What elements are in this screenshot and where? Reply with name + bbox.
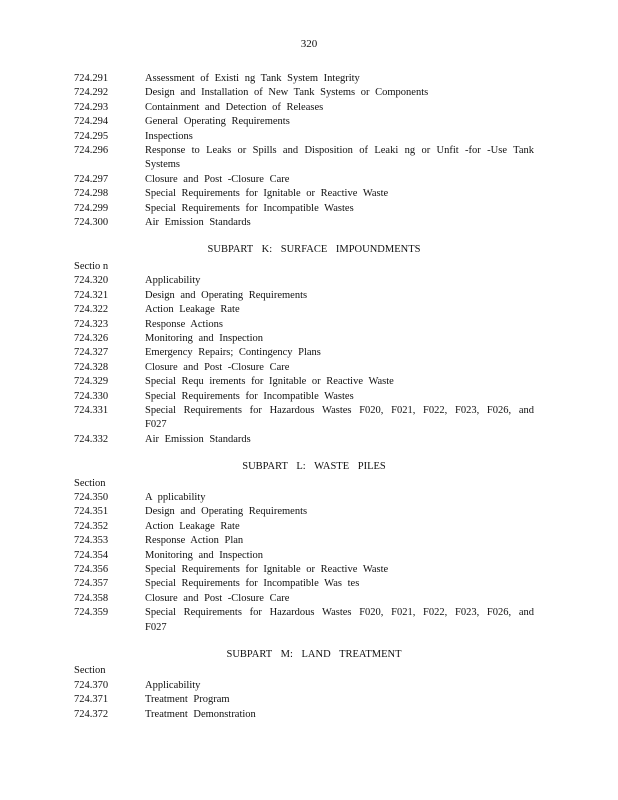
table-of-contents <box>74 72 534 722</box>
section-title: Applicability <box>145 275 201 287</box>
section-entry <box>74 101 534 115</box>
section-entry <box>74 274 534 288</box>
section-entry <box>74 361 534 375</box>
subpart-l-heading: SUBPART L: WASTE PILES <box>242 461 386 473</box>
section-number: 724.352 <box>74 520 109 532</box>
section-number: 724.351 <box>74 506 109 518</box>
section-entry <box>74 115 534 129</box>
section-title: Special Requirements for Ignitable or Reactive Waste <box>145 564 389 575</box>
section-list-subpart-l <box>74 491 534 635</box>
section-title: Special Requirements for Hazardous Wastes F020, F021, F022, F023, F026, and F027 <box>145 404 534 431</box>
subpart-k-heading: SUBPART K: SURFACE IMPOUNDMENTS <box>207 244 421 256</box>
section-title: Closure and Post -Closure Care <box>145 173 290 185</box>
section-title: Inspections <box>145 130 193 142</box>
section-title: General Operating Requirements <box>145 116 290 128</box>
section-number: 724.331 <box>74 404 109 416</box>
section-entry <box>74 505 534 519</box>
section-title: Treatment Program <box>145 694 230 706</box>
section-number: 724.358 <box>74 592 109 604</box>
section-title: Special Requirements for Hazardous Wastes F020, F021, F022, F023, F026, and F027 <box>145 607 534 633</box>
section-list-subpart-m <box>74 679 534 722</box>
section-number: 724.350 <box>74 491 109 503</box>
section-title: Action Leakage Rate <box>145 520 240 532</box>
section-number: 724.294 <box>74 116 109 128</box>
section-entry <box>74 72 534 86</box>
section-entry <box>74 187 534 201</box>
section-number: 724.356 <box>74 564 109 575</box>
section-number: 724.300 <box>74 217 109 229</box>
section-number: 724.295 <box>74 130 109 142</box>
section-title: Special Requirements for Incompatible Was tes <box>145 578 360 590</box>
section-number: 724.332 <box>74 433 109 445</box>
section-title: Design and Installation of New Tank Systems or Components <box>145 87 429 99</box>
section-title: Monitoring and Inspection <box>145 549 263 561</box>
section-entry <box>74 693 534 707</box>
section-number: 724.291 <box>74 73 109 84</box>
section-title: Closure and Post -Closure Care <box>145 361 290 373</box>
section-entry <box>74 86 534 100</box>
section-number: 724.353 <box>74 535 109 547</box>
section-number: 724.293 <box>74 101 109 113</box>
section-title: Closure and Post -Closure Care <box>145 592 290 604</box>
section-entry <box>74 549 534 563</box>
section-column-label: Sectio n <box>74 260 109 272</box>
section-number: 724.357 <box>74 578 109 590</box>
section-entry <box>74 390 534 404</box>
section-title: A pplicability <box>145 491 206 503</box>
section-number: 724.320 <box>74 275 109 287</box>
section-title: Assessment of Existi ng Tank System Integrity <box>145 73 360 84</box>
section-entry <box>74 708 534 722</box>
section-number: 724.323 <box>74 318 109 330</box>
section-entry <box>74 173 534 187</box>
section-number: 724.292 <box>74 87 109 99</box>
section-number: 724.297 <box>74 173 109 185</box>
section-number: 724.322 <box>74 304 109 316</box>
section-entry <box>74 433 534 447</box>
section-title: Design and Operating Requirements <box>145 289 308 301</box>
section-entry <box>74 375 534 389</box>
section-title: Containment and Detection of Releases <box>145 101 324 113</box>
section-title: Special Requirements for Incompatible Wastes <box>145 390 354 402</box>
section-number: 724.330 <box>74 390 109 402</box>
section-number: 724.372 <box>74 708 109 720</box>
section-title: Air Emission Standards <box>145 433 251 445</box>
section-entry <box>74 303 534 317</box>
section-title: Special Requirements for Incompatible Wastes <box>145 202 354 214</box>
section-title: Response Action Plan <box>145 535 244 547</box>
section-entry <box>74 679 534 693</box>
section-column-label: Section <box>74 477 106 489</box>
section-entry <box>74 491 534 505</box>
section-entry <box>74 592 534 606</box>
section-title: Special Requirements for Ignitable or Reactive Waste <box>145 188 389 200</box>
section-entry <box>74 130 534 144</box>
section-number: 724.370 <box>74 679 109 691</box>
section-number: 724.328 <box>74 361 109 373</box>
subpart-m-heading: SUBPART M: LAND TREATMENT <box>226 649 402 661</box>
section-number: 724.329 <box>74 376 109 388</box>
section-number: 724.327 <box>74 347 109 359</box>
section-list-top <box>74 72 534 230</box>
section-entry <box>74 404 534 433</box>
section-entry <box>74 216 534 230</box>
section-title: Action Leakage Rate <box>145 304 240 316</box>
section-entry <box>74 534 534 548</box>
section-title: Design and Operating Requirements <box>145 506 308 518</box>
section-number: 724.354 <box>74 549 109 561</box>
section-entry <box>74 520 534 534</box>
section-entry <box>74 563 534 577</box>
section-entry <box>74 144 534 173</box>
section-entry <box>74 606 534 635</box>
section-number: 724.296 <box>74 145 109 157</box>
page-number: 320 <box>300 38 318 50</box>
section-entry <box>74 289 534 303</box>
section-title: Response Actions <box>145 318 223 330</box>
section-title: Air Emission Standards <box>145 217 251 229</box>
section-entry <box>74 202 534 216</box>
section-number: 724.326 <box>74 332 109 344</box>
section-entry <box>74 318 534 332</box>
section-entry <box>74 577 534 591</box>
section-title: Special Requ irements for Ignitable or Reactive Waste <box>145 376 394 388</box>
section-title: Treatment Demonstration <box>145 708 256 720</box>
section-title: Applicability <box>145 679 201 691</box>
section-title: Response to Leaks or Spills and Disposition of Leaki ng or Unfit -for -Use Tank Systems <box>145 145 534 171</box>
section-number: 724.359 <box>74 607 109 619</box>
section-number: 724.299 <box>74 202 109 214</box>
section-number: 724.371 <box>74 694 109 706</box>
section-list-subpart-k <box>74 274 534 447</box>
section-number: 724.298 <box>74 188 109 200</box>
section-title: Emergency Repairs; Contingency Plans <box>145 347 321 359</box>
section-entry <box>74 346 534 360</box>
section-column-label: Section <box>74 665 106 677</box>
section-entry <box>74 332 534 346</box>
section-title: Monitoring and Inspection <box>145 332 263 344</box>
section-number: 724.321 <box>74 289 109 301</box>
